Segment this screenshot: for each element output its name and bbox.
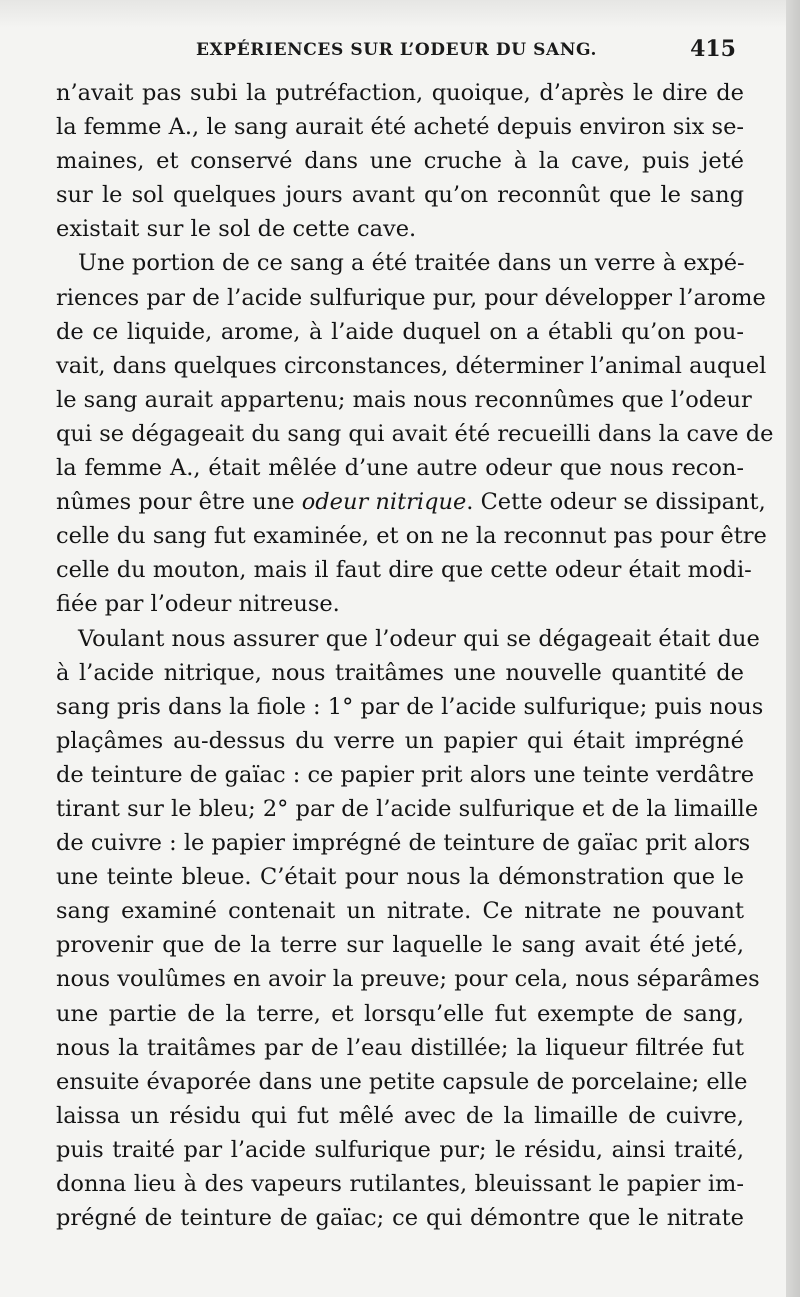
text-line: n’avait pas subi la putréfaction, quoique, d’après le dire de xyxy=(56,80,744,106)
text-line: une partie de la terre, et lorsqu’elle fut exempte de sang, xyxy=(56,1000,744,1027)
page-number: 415 xyxy=(690,36,736,62)
text-line: nous la traitâmes par de l’eau distillée; la liqueur filtrée fut xyxy=(56,1034,744,1061)
scan-edge xyxy=(786,0,800,1297)
text-line: vait, dans quelques circonstances, déterminer l’animal auquel xyxy=(56,352,767,379)
text-line: à l’acide nitrique, nous traitâmes une nouvelle quantité de xyxy=(56,659,744,686)
text-line: sang pris dans la fiole : 1° par de l’acide sulfurique; puis nous xyxy=(56,693,764,720)
text-line: de ce liquide, arome, à l’aide duquel on a établi qu’on pou- xyxy=(56,318,744,345)
text-line: une teinte bleue. C’était pour nous la démonstration que le xyxy=(56,864,744,891)
text-line: celle du mouton, mais il faut dire que cette odeur était modi- xyxy=(56,557,752,584)
text-line: Une portion de ce sang a été traitée dans un verre à expé- xyxy=(78,250,745,277)
text-line: de teinture de gaïac : ce papier prit alors une teinte verdâtre xyxy=(56,761,755,788)
text-segment: . Cette odeur se dissipant, xyxy=(466,489,766,516)
scan-shadow xyxy=(0,0,800,28)
text-line xyxy=(56,485,766,519)
text-line: sang examiné contenait un nitrate. Ce nitrate ne pouvant xyxy=(56,898,744,925)
running-title: EXPÉRIENCES SUR L’ODEUR DU SANG. xyxy=(196,40,597,60)
text-line: riences par de l’acide sulfurique pur, pour développer l’arome xyxy=(56,284,766,311)
text-line: laissa un résidu qui fut mêlé avec de la limaille de cuivre, xyxy=(56,1102,744,1129)
italic-term: odeur nitrique xyxy=(301,489,467,516)
text-line: fiée par l’odeur nitreuse. xyxy=(56,591,340,618)
text-line: existait sur le sol de cette cave. xyxy=(56,216,417,243)
text-line: nous voulûmes en avoir la preuve; pour cela, nous séparâmes xyxy=(56,966,760,993)
text-line: donna lieu à des vapeurs rutilantes, bleuissant le papier im- xyxy=(56,1171,744,1197)
text-line: la femme A., était mêlée d’une autre odeur que nous recon- xyxy=(56,455,744,482)
text-line: Voulant nous assurer que l’odeur qui se dégageait était due xyxy=(78,625,760,652)
text-line: celle du sang fut examinée, et on ne la reconnut pas pour être xyxy=(56,523,767,550)
text-line: sur le sol quelques jours avant qu’on reconnût que le sang xyxy=(56,182,744,209)
page-body xyxy=(56,76,774,1235)
text-line: puis traité par l’acide sulfurique pur; le résidu, ainsi traité, xyxy=(56,1136,744,1163)
text-line: provenir que de la terre sur laquelle le sang avait été jeté, xyxy=(56,932,744,959)
text-line: tirant sur le bleu; 2° par de l’acide sulfurique et de la limaille xyxy=(56,795,759,822)
text-line: qui se dégageait du sang qui avait été recueilli dans la cave de xyxy=(56,420,774,447)
text-line: la femme A., le sang aurait été acheté depuis environ six se- xyxy=(56,114,744,141)
text-line: le sang aurait appartenu; mais nous reconnûmes que l’odeur xyxy=(56,386,752,413)
text-line: ensuite évaporée dans une petite capsule de porcelaine; elle xyxy=(56,1068,748,1095)
text-line: plaçâmes au-dessus du verre un papier qui était imprégné xyxy=(56,727,744,754)
text-line: maines, et conservé dans une cruche à la cave, puis jeté xyxy=(56,148,744,175)
text-line: de cuivre : le papier imprégné de teinture de gaïac prit alors xyxy=(56,830,751,857)
page-header xyxy=(56,34,740,70)
text-segment: nûmes pour être une xyxy=(56,489,302,516)
text-line: prégné de teinture de gaïac; ce qui démontre que le nitrate xyxy=(56,1205,744,1232)
